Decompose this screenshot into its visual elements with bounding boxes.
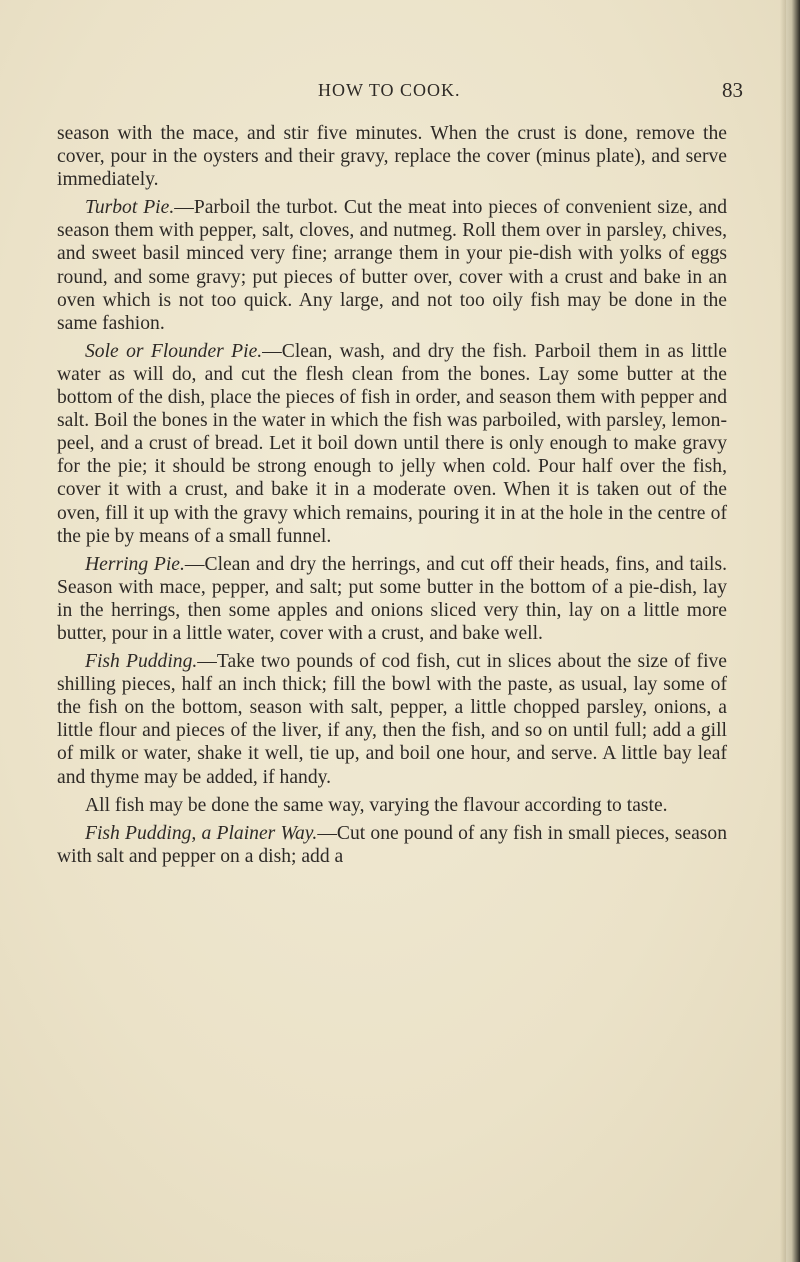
recipe-text: —Take two pounds of cod fish, cut in slices about the size of five shilling pieces, half an inch thick; fill the bowl with the paste, as usual, lay some of the fish on the bottom, season with salt, pepper, a little chopped parsley, onions, a little flour and pieces of the liver, if any, then the fish, and so on until full; add a gill of milk or water, shake it well, tie up, and boil one hour, and serve. A little bay leaf and thyme may be added, if handy.: [57, 651, 728, 788]
page-body: [57, 122, 727, 873]
paragraph-text: season with the mace, and stir five minutes. When the crust is done, remove the cover, pour in the oysters and their gravy, replace the cover (minus plate), and serve immediately.: [57, 123, 727, 191]
page-edge: [786, 0, 800, 1262]
recipe-turbot-pie: [57, 196, 727, 335]
recipe-fish-pudding-plainer: [57, 822, 727, 868]
page-header: [0, 78, 800, 108]
paragraph-text: All fish may be done the same way, varying the flavour according to taste.: [85, 794, 668, 816]
recipe-title: Fish Pudding, a Plainer Way.: [85, 822, 318, 844]
recipe-herring-pie: [57, 553, 727, 645]
recipe-title: Herring Pie.: [85, 553, 185, 575]
recipe-text: —Clean and dry the herrings, and cut off their heads, fins, and tails. Season with mace, pepper, and salt; put some butter in the bottom of a pie-dish, lay in the herrings, then some apples and onions sliced very thin, lay on a little more butter, pour in a little water, cover with a crust, and bake well.: [57, 553, 728, 644]
recipe-title: Fish Pudding.: [85, 651, 198, 673]
recipe-text: —Clean, wash, and dry the fish. Parboil them in as little water as will do, and cut the flesh clean from the bones. Lay some butter at the bottom of the dish, place the pieces of fish in order, and season them with pepper and salt. Boil the bones in the water in which the fish was parboiled, with parsley, lemon-peel, and a crust of bread. Let it boil down until there is only enough to make gravy for the pie; it should be strong enough to jelly when cold. Pour half over the fish, cover it with a crust, and bake it in a moderate oven. When it is taken out of the oven, fill it up with the gravy which remains, pouring it in at the hole in the centre of the pie by means of a small funnel.: [57, 340, 728, 547]
recipe-title: Turbot Pie.: [85, 197, 175, 219]
paragraph-continuation: [57, 122, 727, 191]
recipe-text: —Parboil the turbot. Cut the meat into pieces of convenient size, and season them with pepper, salt, cloves, and nutmeg. Roll them over in parsley, chives, and sweet basil minced very fine; arrange them in your pie-dish with yolks of eggs round, and some gravy; put pieces of butter over, cover with a crust and bake in an oven which is not too quick. Any large, and not too oily fish may be done in the same fashion.: [57, 197, 727, 334]
running-title: HOW TO COOK.: [318, 80, 461, 100]
recipe-title: Sole or Flounder Pie.: [85, 340, 263, 362]
recipe-sole-or-flounder-pie: [57, 340, 727, 548]
paragraph-note: [57, 794, 727, 817]
recipe-fish-pudding: [57, 650, 727, 789]
recipe-text: —Cut one pound of any fish in small pieces, season with salt and pepper on a dish; add a: [57, 822, 728, 867]
page-number: 83: [722, 78, 743, 102]
